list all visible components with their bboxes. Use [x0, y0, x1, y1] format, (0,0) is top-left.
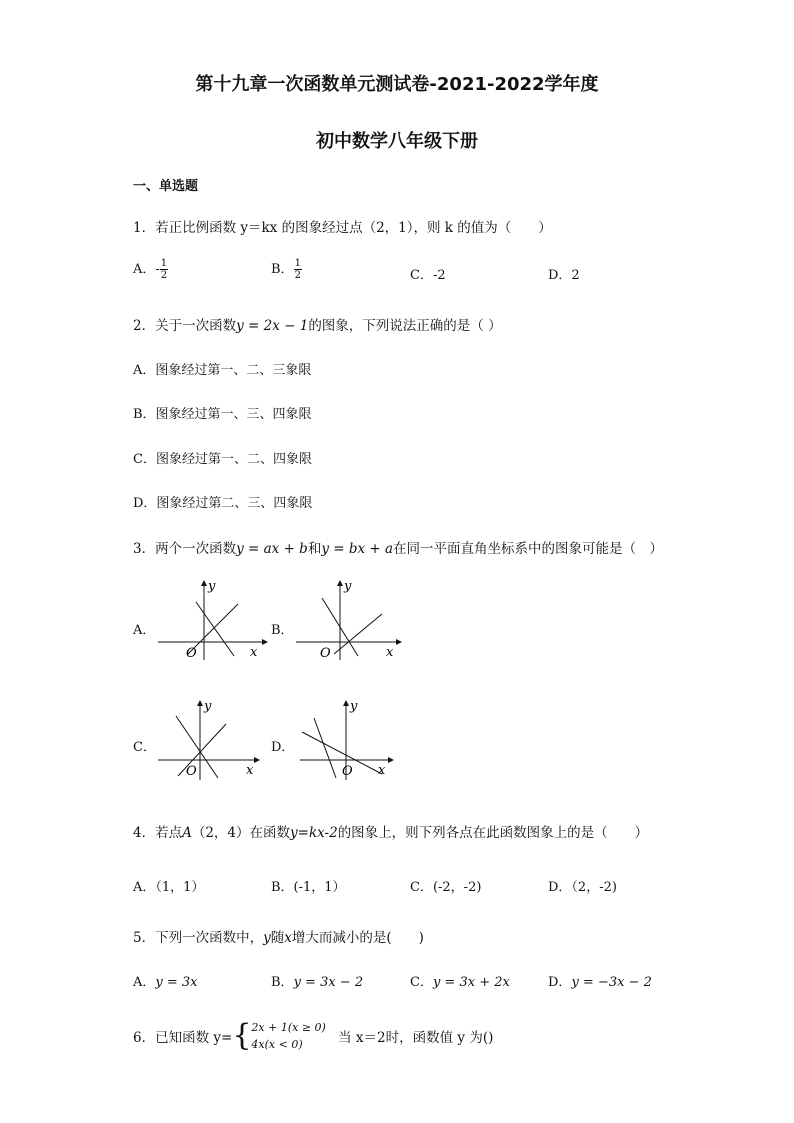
- svg-text:x: x: [386, 645, 394, 660]
- q5-option-a[interactable]: A．y = 3x: [133, 975, 198, 990]
- fraction: $\frac{1}{2}$: [160, 258, 168, 281]
- q3-option-d-label[interactable]: D．: [271, 740, 295, 755]
- q3-option-b-label[interactable]: B．: [271, 623, 294, 638]
- formula: y = 3x + 2x: [432, 975, 510, 990]
- q4-option-c[interactable]: C．(-2，-2): [410, 880, 482, 895]
- formula: y = 3x − 2: [293, 975, 364, 990]
- section-heading: 一、单选题: [133, 179, 199, 194]
- formula: y = ax + b: [236, 541, 308, 557]
- document-title: 第十九章一次函数单元测试卷-2021-2022学年度: [195, 74, 599, 95]
- q3-graph-a[interactable]: [150, 578, 270, 663]
- formula: y = bx + a: [321, 541, 394, 557]
- svg-text:O: O: [186, 646, 197, 661]
- q3-graph-c[interactable]: [150, 698, 270, 783]
- fraction: $\frac{1}{2}$: [294, 258, 301, 281]
- svg-text:y: y: [344, 579, 352, 594]
- q2-option-a[interactable]: A．图象经过第一、二、三象限: [133, 363, 312, 378]
- formula: y = −3x − 2: [571, 975, 652, 990]
- question-4: 4．若点A（2，4）在函数y=kx-2的图象上，则下列各点在此函数图象上的是（ ）: [133, 825, 649, 841]
- piecewise-brace: {: [232, 1018, 252, 1053]
- q2-option-c[interactable]: C．图象经过第一、二、四象限: [133, 452, 312, 467]
- q3-graph-b[interactable]: [290, 578, 410, 663]
- svg-text:O: O: [320, 646, 331, 661]
- svg-text:y: y: [204, 699, 212, 714]
- question-3: 3．两个一次函数y = ax + b和y = bx + a在同一平面直角坐标系中的图象可能是（ ）: [133, 541, 664, 557]
- document-subtitle: 初中数学八年级下册: [316, 131, 478, 152]
- q4-option-b[interactable]: B．(-1，1）: [271, 880, 346, 895]
- svg-text:x: x: [250, 645, 258, 660]
- q1-option-a[interactable]: A．- $\frac{1}{2}$: [133, 258, 168, 281]
- q3-graph-d[interactable]: [290, 698, 410, 783]
- q3-option-c-label[interactable]: C．: [133, 740, 156, 755]
- formula: y = 3x: [155, 975, 198, 990]
- q3-option-a-label[interactable]: A．: [133, 623, 156, 638]
- q1-option-d[interactable]: D．2: [548, 268, 580, 283]
- q5-option-d[interactable]: D．y = −3x − 2: [548, 975, 652, 990]
- q1-option-c[interactable]: C．-2: [410, 268, 446, 283]
- svg-text:O: O: [186, 764, 197, 779]
- formula: y = 2x − 1: [236, 318, 309, 334]
- q5-option-b[interactable]: B．y = 3x − 2: [271, 975, 364, 990]
- question-1: 1．若正比例函数 y＝kx 的图象经过点（2，1），则 k 的值为（ ）: [133, 220, 552, 236]
- question-2: 2．关于一次函数y = 2x − 1的图象，下列说法正确的是（ ）: [133, 318, 502, 334]
- svg-text:y: y: [350, 699, 358, 714]
- svg-text:x: x: [246, 763, 254, 778]
- q1-option-b[interactable]: B． $\frac{1}{2}$: [271, 258, 301, 281]
- question-6: 6．已知函数 y={ 2x + 1(x ≥ 0) 4x(x < 0) 当 x＝2时，函数值 y 为(): [133, 1018, 494, 1053]
- q4-option-a[interactable]: A．（1，1）: [133, 880, 205, 895]
- q2-option-d[interactable]: D．图象经过第二、三、四象限: [133, 496, 313, 511]
- q4-option-d[interactable]: D．（2，-2): [548, 880, 617, 895]
- svg-text:x: x: [378, 763, 386, 778]
- svg-text:y: y: [208, 579, 216, 594]
- svg-text:O: O: [342, 764, 353, 779]
- piecewise-formula: 2x + 1(x ≥ 0) 4x(x < 0): [251, 1021, 326, 1051]
- q5-option-c[interactable]: C．y = 3x + 2x: [410, 975, 510, 990]
- q2-option-b[interactable]: B．图象经过第一、三、四象限: [133, 407, 312, 422]
- formula: y=kx-2: [290, 825, 338, 841]
- question-5: 5．下列一次函数中，y随x增大而减小的是( ): [133, 930, 424, 946]
